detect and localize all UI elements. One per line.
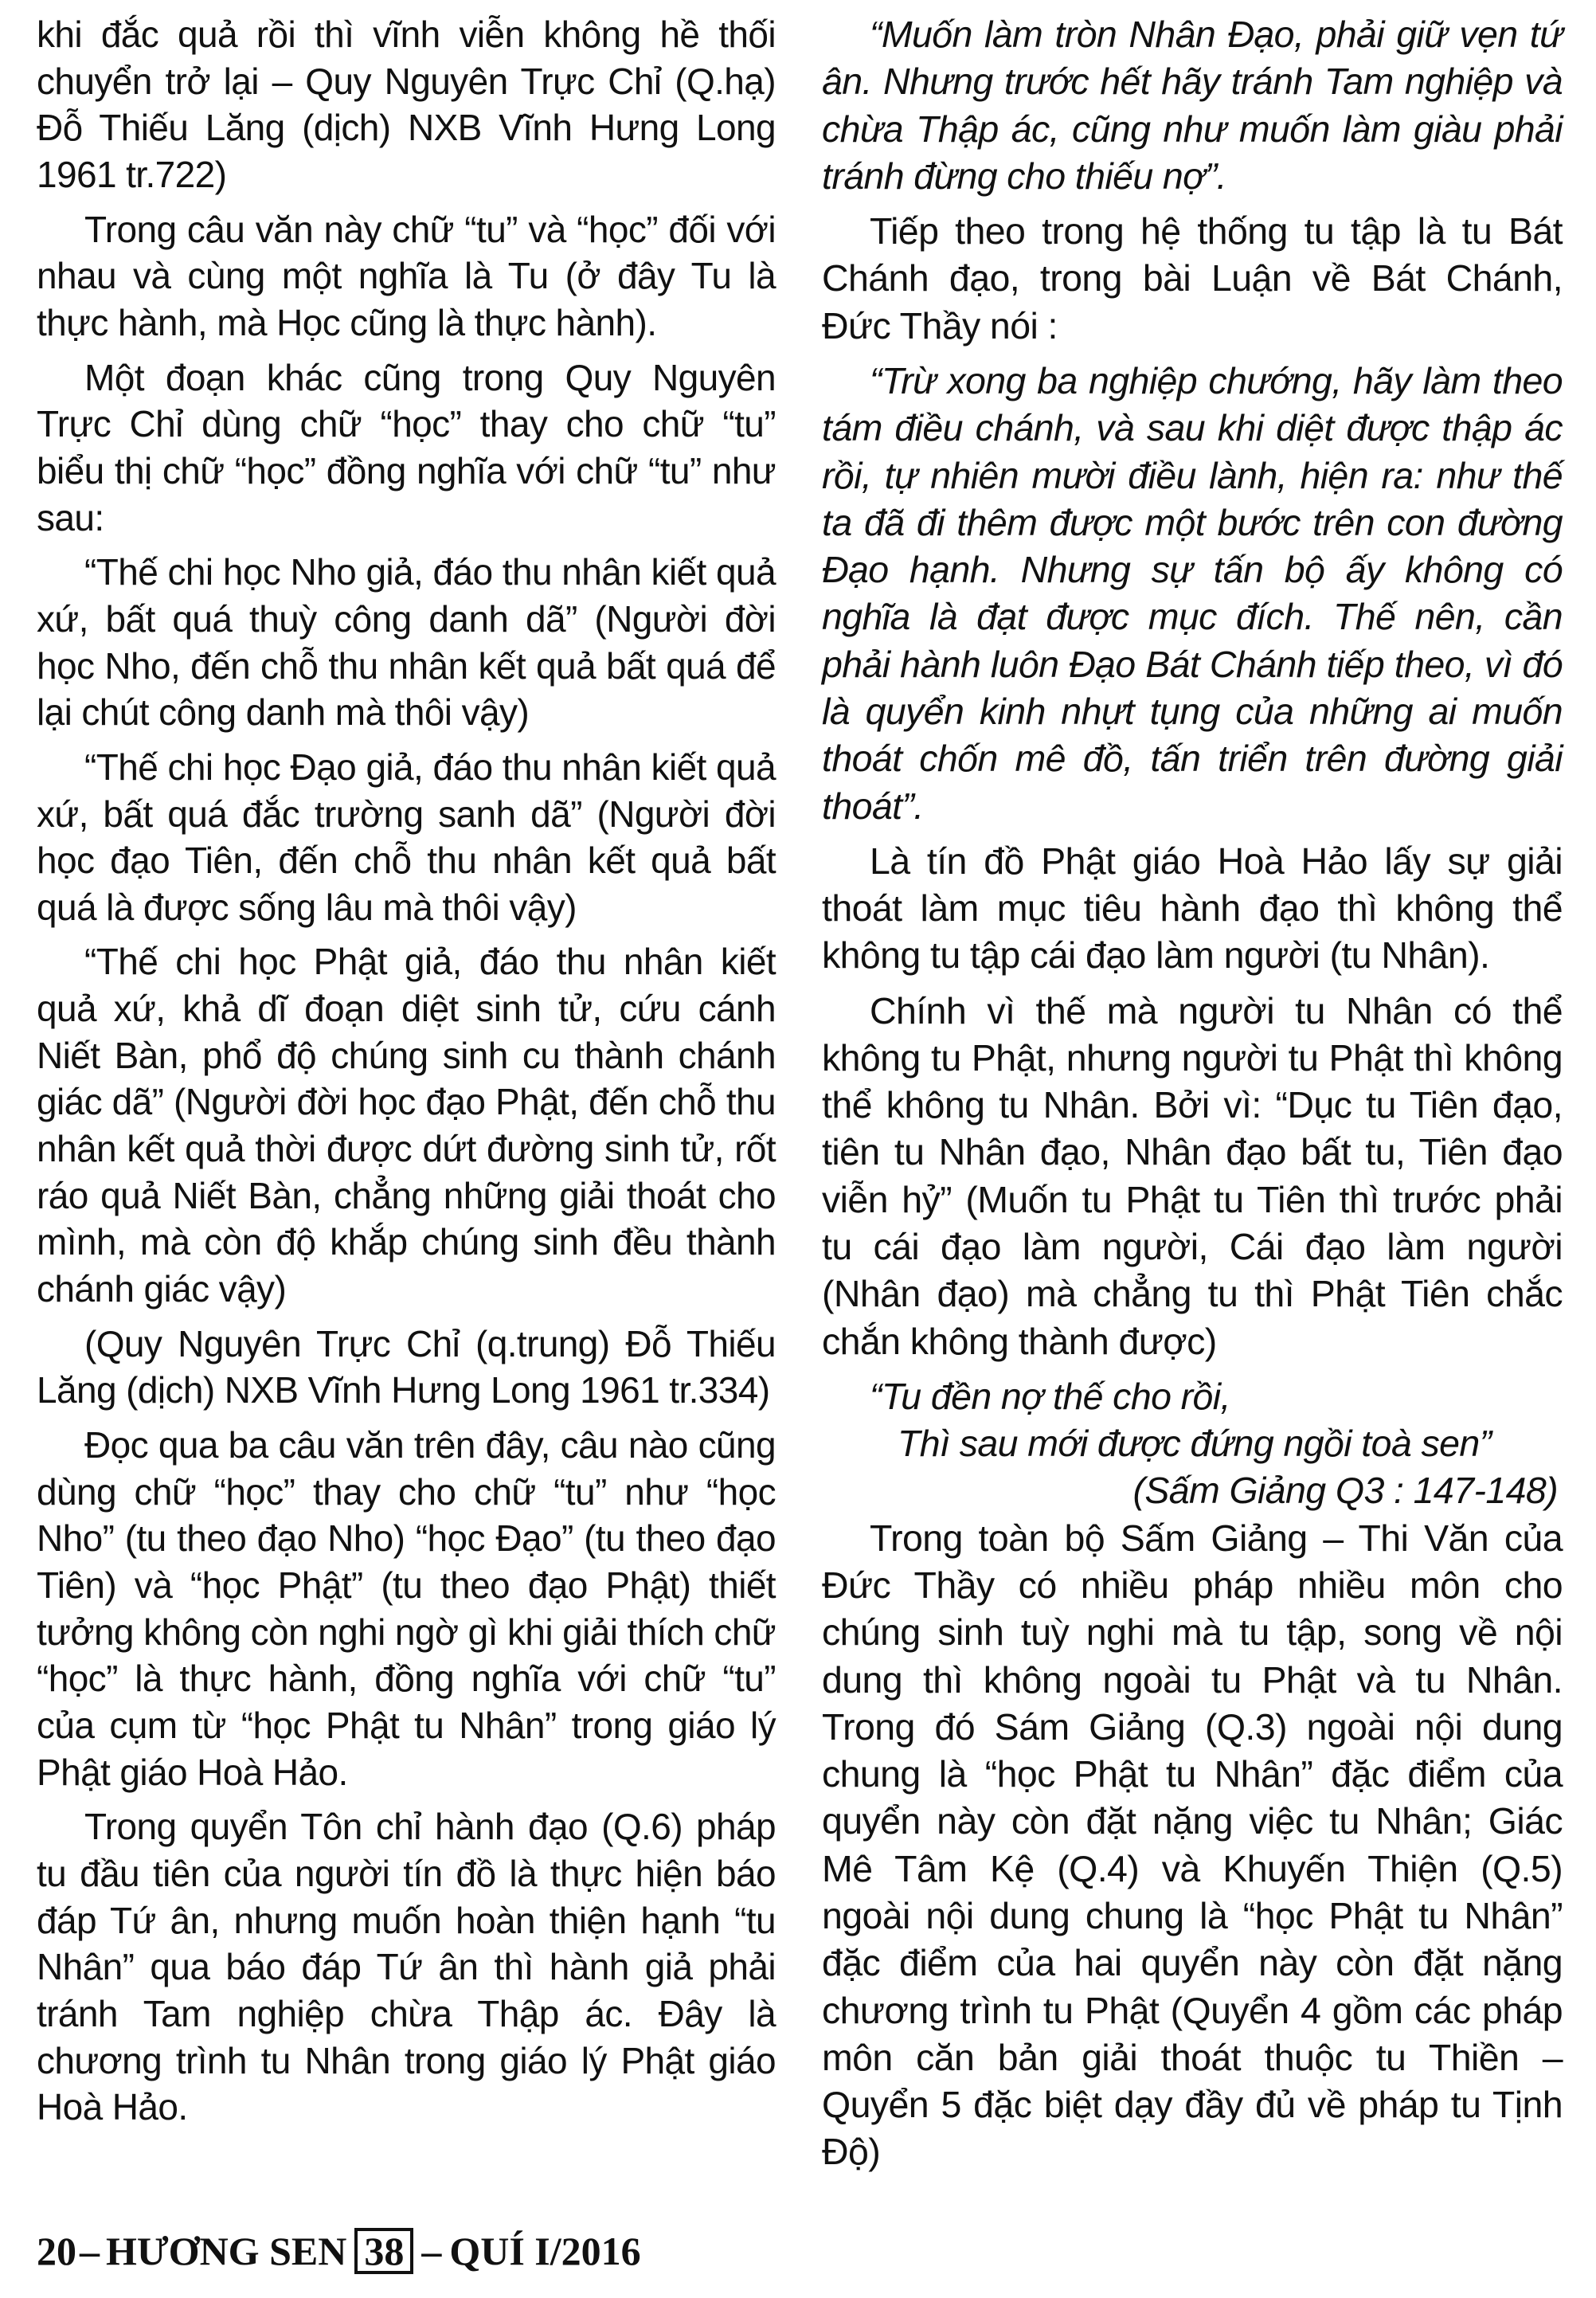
verse-block: [822, 1373, 1563, 1515]
issue-period: QUÍ I/2016: [449, 2229, 641, 2273]
verse-line: Thì sau mới được đứng ngồi toà sen”: [898, 1423, 1492, 1465]
verse-line: “Tu đền nợ thế cho rồi,: [870, 1375, 1230, 1417]
page-number: 20: [37, 2229, 76, 2273]
paragraph: Trong toàn bộ Sấm Giảng – Thi Văn của Đức Thầy có nhiều pháp nhiều môn cho chúng sinh tuỳ nghi mà tu tập, song về nội dung thì không ngoài tu Phật và tu Nhân. Trong đó Sám Giảng (Q.3) ngoài nội dung chung là “học Phật tu Nhân” đặc điểm của quyển này còn đặt nặng việc tu Nhân; Giác Mê Tâm Kệ (Q.4) và Khuyến Thiện (Q.5) ngoài nội dung chung là “học Phật tu Nhân” đặc điểm của hai quyển này còn đặt nặng chương trình tu Phật (Quyển 4 gồm các pháp môn căn bản giải thoát thuộc tu Thiền – Quyển 5 đặc biệt dạy đầy đủ về pháp tu Tịnh Độ): [822, 1517, 1563, 2173]
quote-paragraph: “Muốn làm tròn Nhân Đạo, phải giữ vẹn tứ ân. Nhưng trước hết hãy tránh Tam nghiệp và chừa Thập ác, cũng như muốn làm giàu phải tránh đừng cho thiếu nợ”.: [822, 14, 1563, 197]
quote-paragraph: “Trừ xong ba nghiệp chướng, hãy làm theo tám điều chánh, và sau khi diệt được thập ác rồi, tự nhiên mười điều lành, hiện ra: như thế ta đã đi thêm được một bước trên con đường Đạo hạnh. Nhưng sự tấn bộ ấy không có nghĩa là đạt được mục đích. Thế nên, cần phải hành luôn Đạo Bát Chánh tiếp theo, vì đó là quyển kinh nhựt tụng của những ai muốn thoát chốn mê đồ, tấn triển trên đường giải thoát”.: [822, 359, 1563, 827]
left-column: [37, 11, 776, 2139]
paragraph: Trong quyển Tôn chỉ hành đạo (Q.6) pháp tu đầu tiên của người tín đồ là thực hiện báo đáp Tứ ân, nhưng muốn hoàn thiện hạnh “tu Nhân” qua báo đáp Tứ ân thì hành giả phải tránh Tam nghiệp chừa Thập ác. Đây là chương trình tu Nhân trong giáo lý Phật giáo Hoà Hảo.: [37, 1806, 776, 2128]
footer-dash: –: [80, 2229, 100, 2273]
issue-number: 38: [354, 2228, 413, 2274]
paragraph: khi đắc quả rồi thì vĩnh viễn không hề thối chuyển trở lại – Quy Nguyên Trực Chỉ (Q.hạ) Đỗ Thiếu Lăng (dịch) NXB Vĩnh Hưng Long 1961 tr.722): [37, 14, 776, 195]
citation: (Quy Nguyên Trực Chỉ (q.trung) Đỗ Thiếu Lăng (dịch) NXB Vĩnh Hưng Long 1961 tr.334): [37, 1322, 776, 1411]
paragraph: Một đoạn khác cũng trong Quy Nguyên Trực Chỉ dùng chữ “học” thay cho chữ “tu” biểu thị chữ “học” đồng nghĩa với chữ “tu” như sau:: [37, 356, 776, 538]
footer-dash: –: [421, 2229, 442, 2273]
paragraph: Tiếp theo trong hệ thống tu tập là tu Bát Chánh đạo, trong bài Luận về Bát Chánh, Đức Thầy nói :: [822, 210, 1563, 346]
paragraph: Là tín đồ Phật giáo Hoà Hảo lấy sự giải thoát làm mục tiêu hành đạo thì không thể không tu tập cái đạo làm người (tu Nhân).: [822, 840, 1563, 977]
page-footer: [37, 2227, 641, 2275]
verse-source: (Sấm Giảng Q3 : 147-148): [1132, 1470, 1558, 1512]
paragraph: Trong câu văn này chữ “tu” và “học” đối với nhau và cùng một nghĩa là Tu (ở đây Tu là thực hành, mà Học cũng là thực hành).: [37, 208, 776, 343]
right-column: [822, 11, 1563, 2184]
paragraph: Chính vì thế mà người tu Nhân có thể không tu Phật, nhưng người tu Phật thì không thể không tu Nhân. Bởi vì: “Dục tu Tiên đạo, tiên tu Nhân đạo, Nhân đạo bất tu, Tiên đạo viễn hỷ” (Muốn tu Phật tu Tiên thì trước phải tu cái đạo làm người, Cái đạo làm người (Nhân đạo) mà chẳng tu thì Phật Tiên chắc chắn không thành được): [822, 989, 1563, 1362]
paragraph: Đọc qua ba câu văn trên đây, câu nào cũng dùng chữ “học” thay cho chữ “tu” như “học Nho” (tu theo đạo Nho) “học Đạo” (tu theo đạo Tiên) và “học Phật” (tu theo đạo Phật) thiết tưởng không còn nghi ngờ gì khi giải thích chữ “học” là thực hành, đồng nghĩa với chữ “tu” của cụm từ “học Phật tu Nhân” trong giáo lý Phật giáo Hoà Hảo.: [37, 1424, 776, 1793]
quote-paragraph: “Thế chi học Nho giả, đáo thu nhân kiết quả xứ, bất quá thuỳ công danh dã” (Người đời học Nho, đến chỗ thu nhân kết quả bất quá để lại chút công danh mà thôi vậy): [37, 551, 776, 734]
quote-paragraph: “Thế chi học Đạo giả, đáo thu nhân kiết quả xứ, bất quá đắc trường sanh dã” (Người đời học đạo Tiên, đến chỗ thu nhân kết quả bất quá là được sống lâu mà thôi vậy): [37, 746, 776, 928]
quote-paragraph: “Thế chi học Phật giả, đáo thu nhân kiết quả xứ, khả dĩ đoạn diệt sinh tử, cứu cánh Niết Bàn, phổ độ chúng sinh cu thành chánh giác dã” (Người đời học đạo Phật, đến chỗ thu nhân kết quả thời được dứt đường sinh tử, rốt ráo quả Niết Bàn, chẳng những giải thoát cho mình, mà còn độ khắp chúng sinh đều thành chánh giác vậy): [37, 941, 776, 1310]
magazine-name: HƯƠNG SEN: [106, 2229, 347, 2273]
